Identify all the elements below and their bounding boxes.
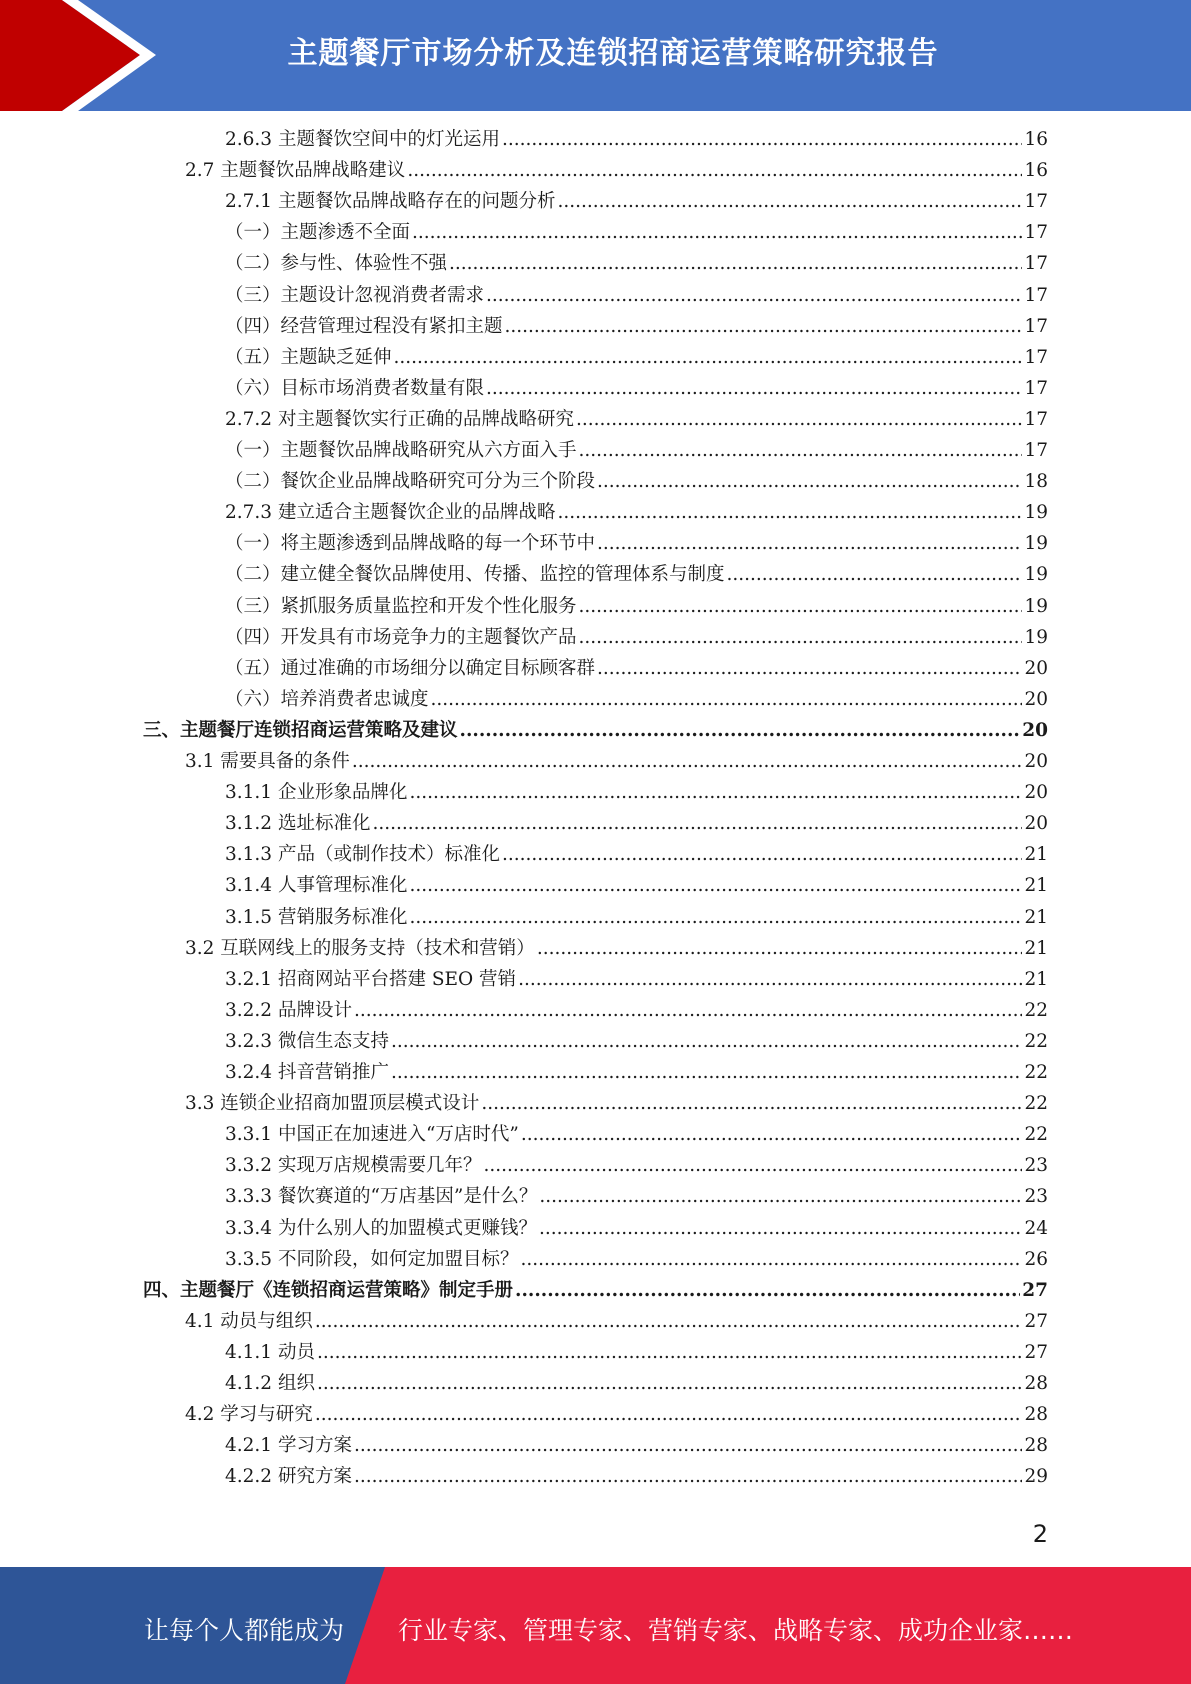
- toc-entry-title: 3.1.1 企业形象品牌化: [225, 782, 408, 804]
- toc-entry[interactable]: [225, 1181, 1048, 1212]
- toc-entry-title: 3.3.2 实现万店规模需要几年？: [225, 1155, 482, 1177]
- toc-entry-page: 21: [1024, 968, 1048, 990]
- header-banner: [0, 0, 1191, 111]
- toc-entry-title: 3.1.4 人事管理标准化: [225, 875, 408, 897]
- toc-entry[interactable]: [225, 684, 1048, 715]
- toc-entry[interactable]: [225, 1368, 1048, 1399]
- toc-dot-leader: [486, 373, 1022, 404]
- toc-entry-title: 3.1.3 产品（或制作技术）标准化: [225, 844, 500, 866]
- toc-dot-leader: [597, 653, 1022, 684]
- toc-entry[interactable]: [185, 1399, 1048, 1430]
- toc-entry-page: 24: [1024, 1217, 1048, 1239]
- toc-dot-leader: [505, 311, 1023, 342]
- toc-entry-page: 20: [1024, 688, 1048, 710]
- toc-entry-page: 19: [1024, 626, 1048, 648]
- toc-entry-page: 20: [1024, 813, 1048, 835]
- toc-dot-leader: [727, 559, 1023, 590]
- toc-entry-page: 21: [1024, 875, 1048, 897]
- toc-dot-leader: [597, 528, 1022, 559]
- toc-entry-page: 17: [1024, 346, 1048, 368]
- toc-entry[interactable]: [225, 404, 1048, 435]
- toc-entry-page: 22: [1024, 1062, 1048, 1083]
- toc-entry-title: 2.7.1 主题餐饮品牌战略存在的问题分析: [225, 191, 556, 213]
- toc-entry-title: （三）紧抓服务质量监控和开发个性化服务: [225, 595, 577, 617]
- toc-dot-leader: [394, 342, 1023, 373]
- toc-entry-page: 16: [1024, 160, 1048, 182]
- toc-entry[interactable]: [225, 591, 1048, 622]
- toc-entry[interactable]: [225, 902, 1048, 933]
- toc-entry-page: 26: [1024, 1248, 1048, 1270]
- toc-dot-leader: [449, 248, 1022, 279]
- toc-entry[interactable]: [225, 497, 1048, 528]
- toc-entry-page: 27: [1022, 1279, 1048, 1301]
- toc-entry-page: 22: [1024, 1030, 1048, 1052]
- toc-entry-page: 19: [1024, 533, 1048, 555]
- toc-entry-title: 3.3.4 为什么别人的加盟模式更赚钱？: [225, 1217, 537, 1239]
- toc-entry[interactable]: [225, 808, 1048, 839]
- toc-entry-title: （三）主题设计忽视消费者需求: [225, 284, 485, 306]
- toc-entry-title: 2.7.3 建立适合主题餐饮企业的品牌战略: [225, 502, 556, 524]
- toc-dot-leader: [539, 1181, 1022, 1212]
- toc-entry-title: （六）目标市场消费者数量有限: [225, 377, 485, 399]
- toc-entry[interactable]: [185, 933, 1048, 964]
- toc-dot-leader: [557, 497, 1022, 528]
- toc-entry-title: （四）经营管理过程没有紧扣主题: [225, 315, 503, 337]
- toc-entry-title: （一）将主题渗透到品牌战略的每一个环节中: [225, 533, 596, 555]
- toc-entry-title: 2.7.2 对主题餐饮实行正确的品牌战略研究: [225, 408, 574, 430]
- toc-dot-leader: [354, 1461, 1023, 1492]
- toc-dot-leader: [354, 995, 1023, 1026]
- toc-entry-page: 17: [1024, 377, 1048, 399]
- toc-dot-leader: [537, 933, 1023, 964]
- toc-entry[interactable]: [225, 248, 1048, 279]
- toc-entry-title: 4.2 学习与研究: [185, 1404, 313, 1426]
- toc-dot-leader: [317, 1368, 1023, 1399]
- toc-dot-leader: [317, 1337, 1023, 1368]
- toc-entry-page: 20: [1024, 782, 1048, 804]
- toc-entry-title: 3.3.3 餐饮赛道的“万店基因”是什么？: [225, 1186, 538, 1208]
- toc-dot-leader: [539, 1213, 1022, 1244]
- toc-entry[interactable]: [225, 870, 1048, 901]
- toc-entry-title: （五）主题缺乏延伸: [225, 346, 392, 368]
- toc-dot-leader: [579, 622, 1023, 653]
- footer-slogan-right: 行业专家、管理专家、营销专家、战略专家、成功企业家……: [398, 1616, 1074, 1645]
- toc-entry-title: 4.1.2 组织: [225, 1373, 315, 1394]
- toc-entry-page: 28: [1024, 1373, 1048, 1394]
- toc-dot-leader: [412, 217, 1022, 248]
- toc-dot-leader: [486, 280, 1022, 311]
- toc-dot-leader: [483, 1150, 1022, 1181]
- toc-dot-leader: [431, 684, 1023, 715]
- toc-entry[interactable]: [225, 342, 1048, 373]
- toc-entry[interactable]: [225, 995, 1048, 1026]
- toc-entry-page: 17: [1024, 191, 1048, 213]
- toc-dot-leader: [515, 1275, 1020, 1306]
- toc-dot-leader: [391, 1026, 1022, 1057]
- toc-entry[interactable]: [225, 1244, 1048, 1275]
- toc-entry-page: 23: [1024, 1155, 1048, 1177]
- toc-entry-title: （二）餐饮企业品牌战略研究可分为三个阶段: [225, 471, 596, 493]
- toc-entry-title: 3.2.3 微信生态支持: [225, 1030, 389, 1052]
- toc-entry-page: 20: [1024, 657, 1048, 679]
- toc-dot-leader: [354, 1430, 1023, 1461]
- toc-dot-leader: [407, 155, 1022, 186]
- toc-entry-title: 3.1 需要具备的条件: [185, 751, 350, 772]
- toc-entry[interactable]: [225, 528, 1048, 559]
- toc-entry[interactable]: [185, 1088, 1048, 1119]
- toc-entry[interactable]: [225, 777, 1048, 808]
- toc-dot-leader: [372, 808, 1022, 839]
- toc-entry-page: 27: [1024, 1310, 1048, 1332]
- toc-dot-leader: [391, 1057, 1022, 1088]
- toc-entry[interactable]: [185, 1306, 1048, 1337]
- toc-dot-leader: [460, 715, 1021, 746]
- toc-entry-title: （一）主题渗透不全面: [225, 222, 411, 244]
- toc-dot-leader: [520, 1244, 1022, 1275]
- toc-entry[interactable]: [225, 217, 1048, 248]
- toc-dot-leader: [579, 591, 1023, 622]
- toc-entry-page: 21: [1024, 937, 1048, 959]
- toc-dot-leader: [502, 124, 1022, 155]
- toc-dot-leader: [576, 404, 1022, 435]
- toc-entry[interactable]: [225, 1430, 1048, 1461]
- toc-entry-page: 22: [1024, 1124, 1048, 1146]
- toc-entry-page: 17: [1024, 408, 1048, 430]
- toc-entry-page: 17: [1024, 315, 1048, 337]
- toc-entry-page: 19: [1024, 595, 1048, 617]
- document-title: 主题餐厅市场分析及连锁招商运营策略研究报告: [287, 36, 939, 71]
- toc-dot-leader: [352, 746, 1023, 777]
- toc-entry[interactable]: [225, 1057, 1048, 1088]
- toc-entry[interactable]: [225, 311, 1048, 342]
- toc-entry[interactable]: [225, 1026, 1048, 1057]
- toc-entry-title: 3.3 连锁企业招商加盟顶层模式设计: [185, 1093, 480, 1115]
- toc-entry[interactable]: [185, 746, 1048, 777]
- toc-entry-title: 3.1.5 营销服务标准化: [225, 906, 408, 928]
- toc-dot-leader: [315, 1306, 1023, 1337]
- toc-entry[interactable]: [225, 186, 1048, 217]
- toc-entry-title: 3.2.1 招商网站平台搭建 SEO 营销: [225, 968, 517, 990]
- toc-entry[interactable]: [225, 466, 1048, 497]
- toc-entry[interactable]: [225, 559, 1048, 590]
- toc-entry[interactable]: [225, 1461, 1048, 1492]
- toc-entry-title: 3.3.5 不同阶段，如何定加盟目标？: [225, 1248, 519, 1270]
- toc-entry-page: 20: [1022, 719, 1048, 741]
- toc-entry[interactable]: [225, 653, 1048, 684]
- toc-entry-page: 17: [1024, 253, 1048, 275]
- toc-entry[interactable]: [225, 964, 1048, 995]
- toc-entry-title: 4.2.1 学习方案: [225, 1435, 352, 1457]
- toc-entry-title: （六）培养消费者忠诚度: [225, 688, 429, 710]
- page-number: 2: [1032, 1520, 1048, 1548]
- toc-entry-title: （一）主题餐饮品牌战略研究从六方面入手: [225, 440, 577, 461]
- toc-entry-title: 4.1.1 动员: [225, 1341, 315, 1363]
- toc-dot-leader: [557, 186, 1022, 217]
- toc-dot-leader: [518, 964, 1022, 995]
- toc-entry-title: 3.1.2 选址标准化: [225, 813, 371, 835]
- toc-entry[interactable]: [225, 1337, 1048, 1368]
- toc-entry[interactable]: [225, 622, 1048, 653]
- toc-entry[interactable]: [225, 124, 1048, 155]
- toc-entry-title: 3.2.2 品牌设计: [225, 999, 352, 1021]
- toc-entry[interactable]: [143, 1275, 1048, 1306]
- toc-entry[interactable]: [225, 435, 1048, 466]
- toc-entry-page: 20: [1024, 751, 1048, 772]
- toc-entry-title: （二）建立健全餐饮品牌使用、传播、监控的管理体系与制度: [225, 564, 725, 586]
- toc-entry-title: 2.7 主题餐饮品牌战略建议: [185, 160, 406, 182]
- toc-entry-page: 21: [1024, 844, 1048, 866]
- toc-entry-title: 3.3.1 中国正在加速进入“万店时代”: [225, 1124, 519, 1146]
- toc-entry[interactable]: [225, 839, 1048, 870]
- toc-entry-page: 18: [1024, 471, 1048, 493]
- toc-entry-page: 23: [1024, 1186, 1048, 1208]
- toc-entry[interactable]: [225, 280, 1048, 311]
- toc-entry-title: 四、主题餐厅《连锁招商运营策略》制定手册: [143, 1279, 514, 1301]
- toc-dot-leader: [409, 870, 1022, 901]
- toc-dot-leader: [597, 466, 1022, 497]
- toc-entry-title: 3.2.4 抖音营销推广: [225, 1062, 389, 1083]
- toc-entry-page: 22: [1024, 999, 1048, 1021]
- toc-dot-leader: [315, 1399, 1023, 1430]
- toc-dot-leader: [409, 777, 1022, 808]
- toc-entry-title: 4.1 动员与组织: [185, 1310, 313, 1332]
- footer-banner: [0, 1567, 1191, 1684]
- toc-entry-page: 28: [1024, 1435, 1048, 1457]
- toc-entry-page: 29: [1024, 1466, 1048, 1488]
- toc-entry[interactable]: [143, 715, 1048, 746]
- toc-entry-title: 3.2 互联网线上的服务支持（技术和营销）: [185, 937, 535, 959]
- toc-entry-page: 19: [1024, 502, 1048, 524]
- toc-entry-title: 4.2.2 研究方案: [225, 1466, 352, 1488]
- toc-entry[interactable]: [225, 1119, 1048, 1150]
- toc-entry[interactable]: [185, 155, 1048, 186]
- toc-entry-page: 17: [1024, 440, 1048, 461]
- toc-entry-page: 27: [1024, 1341, 1048, 1363]
- toc-entry-title: 2.6.3 主题餐饮空间中的灯光运用: [225, 129, 500, 150]
- toc-dot-leader: [481, 1088, 1022, 1119]
- toc-entry-page: 28: [1024, 1404, 1048, 1426]
- toc-entry-title: （四）开发具有市场竞争力的主题餐饮产品: [225, 626, 577, 648]
- toc-dot-leader: [409, 902, 1022, 933]
- toc-entry-title: （二）参与性、体验性不强: [225, 253, 448, 275]
- toc-entry-page: 21: [1024, 906, 1048, 928]
- toc-entry-page: 19: [1024, 564, 1048, 586]
- toc-entry[interactable]: [225, 1150, 1048, 1181]
- toc-entry[interactable]: [225, 373, 1048, 404]
- toc-entry-page: 16: [1024, 129, 1048, 150]
- toc-entry[interactable]: [225, 1213, 1048, 1244]
- toc-entry-page: 22: [1024, 1093, 1048, 1115]
- toc-dot-leader: [521, 1119, 1023, 1150]
- toc-entry-page: 17: [1024, 284, 1048, 306]
- toc-entry-page: 17: [1024, 222, 1048, 244]
- footer-slogan-left: 让每个人都能成为: [144, 1616, 345, 1645]
- toc-entry-title: （五）通过准确的市场细分以确定目标顾客群: [225, 657, 596, 679]
- toc-dot-leader: [502, 839, 1022, 870]
- toc-dot-leader: [579, 435, 1023, 466]
- toc-entry-title: 三、主题餐厅连锁招商运营策略及建议: [143, 719, 458, 741]
